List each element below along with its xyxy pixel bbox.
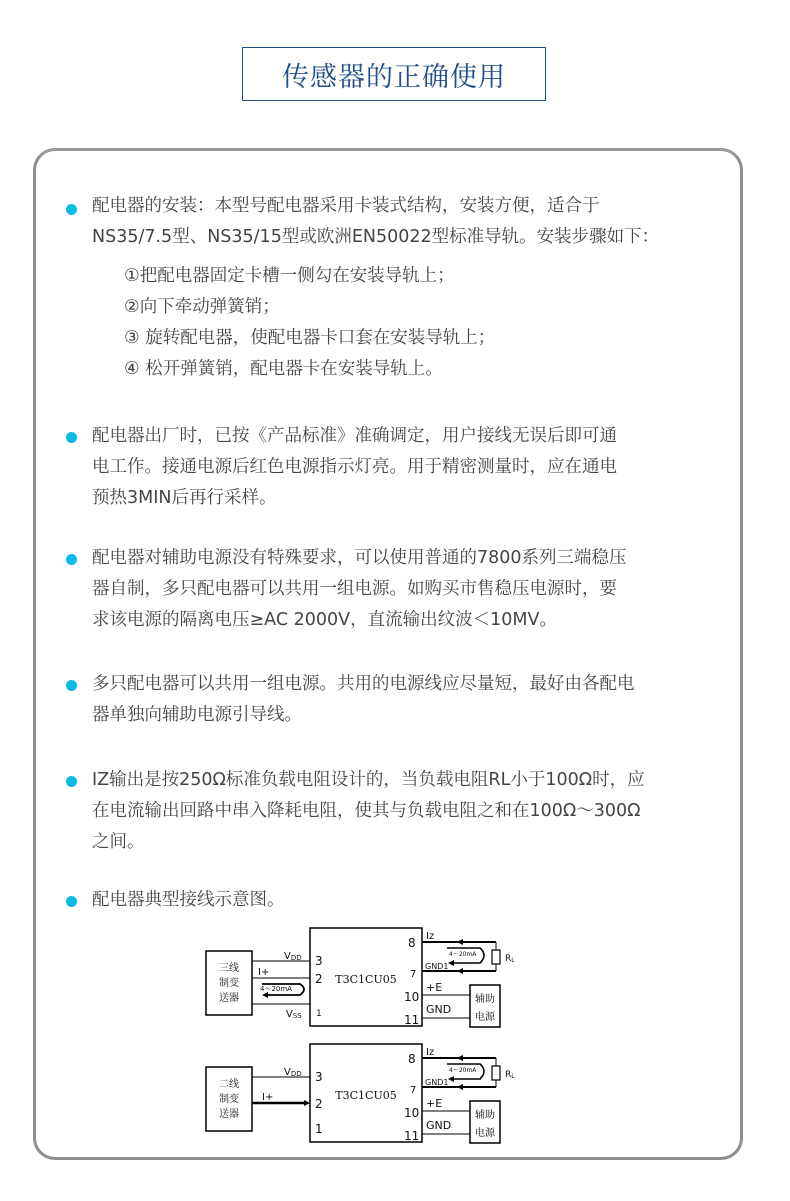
- item-text: [92, 765, 722, 858]
- aux-power-label: 电源: [475, 1128, 495, 1139]
- step-4: ④ 松开弹簧销，配电器卡在安装导轨上。: [124, 359, 443, 379]
- pin-7: 7: [410, 1085, 417, 1096]
- pin-1: 1: [316, 1009, 322, 1019]
- pin-11: 11: [404, 1129, 420, 1143]
- bullet-dot-icon: [66, 896, 77, 907]
- wiring-diagram-three-wire: [200, 923, 540, 1033]
- transmitter-label: 送器: [219, 993, 239, 1004]
- plus-e-label: +E: [426, 981, 443, 994]
- page-title: 传感器的正确使用: [282, 61, 506, 93]
- step-2: ②向下牵动弹簧销；: [124, 297, 280, 317]
- vdd-label: VDD: [284, 951, 302, 962]
- plus-e-label: +E: [426, 1097, 443, 1110]
- transmitter-label: 二线: [219, 1079, 239, 1090]
- loop-current-label: 4～20mA: [260, 985, 292, 993]
- rl-label: RL: [505, 954, 515, 964]
- pin-8: 8: [408, 1052, 416, 1066]
- text-line: 配电器出厂时，已按《产品标准》准确调定，用户接线无误后即可通: [92, 426, 617, 446]
- text-line: 之间。: [92, 832, 145, 852]
- bullet-dot-icon: [66, 554, 77, 565]
- pin-10: 10: [404, 990, 420, 1004]
- transmitter-label: 制变: [219, 978, 239, 989]
- load-resistor: [492, 1066, 500, 1080]
- text-line: NS35/7.5型、NS35/15型或欧洲EN50022型标准导轨。安装步骤如下：: [92, 227, 660, 247]
- aux-power-label: 辅助: [475, 994, 495, 1005]
- text-line: 预热3MIN后再行采样。: [92, 488, 277, 508]
- i-plus-label: I+: [258, 967, 270, 978]
- text-line: 电工作。接通电源后红色电源指示灯亮。用于精密测量时，应在通电: [92, 457, 617, 477]
- output-current-label: 4～20mA: [449, 951, 477, 958]
- vss-label: VSS: [286, 1009, 302, 1020]
- transmitter-label: 送器: [219, 1109, 239, 1120]
- aux-power-label: 辅助: [475, 1110, 495, 1121]
- step-3: ③ 旋转配电器，使配电器卡口套在安装导轨上；: [124, 328, 496, 348]
- pin-8: 8: [408, 936, 416, 950]
- iz-label: Iz: [426, 931, 435, 942]
- bullet-dot-icon: [66, 204, 77, 215]
- usage-card: [33, 148, 743, 1160]
- pin-3: 3: [315, 954, 323, 968]
- bullet-dot-icon: [66, 432, 77, 443]
- wiring-diagram-two-wire: [200, 1039, 540, 1149]
- item-text: [92, 421, 722, 514]
- item-text: [92, 885, 722, 916]
- text-line: 求该电源的隔离电压≥AC 2000V，直流输出纹波＜10MV。: [92, 610, 557, 630]
- text-line: 多只配电器可以共用一组电源。共用的电源线应尽量短，最好由各配电: [92, 674, 635, 694]
- page-title-box: [242, 47, 546, 101]
- load-resistor: [492, 950, 500, 964]
- gnd1-label: GND1: [425, 1078, 449, 1087]
- text-line: 器自制，多只配电器可以共用一组电源。如购买市售稳压电源时，要: [92, 579, 617, 599]
- pin-10: 10: [404, 1106, 420, 1120]
- pin-11: 11: [404, 1013, 420, 1027]
- bullet-dot-icon: [66, 776, 77, 787]
- text-line: 配电器典型接线示意图。: [92, 890, 285, 910]
- item-text: [92, 543, 722, 636]
- text-line: IZ输出是按250Ω标准负载电阻设计的，当负载电阻RL小于100Ω时，应: [92, 770, 645, 790]
- chip-label: T3C1CU05: [335, 1089, 397, 1102]
- pin-1: 1: [315, 1122, 323, 1136]
- gnd-label: GND: [426, 1119, 452, 1132]
- text-line: 器单独向辅助电源引导线。: [92, 705, 302, 725]
- text-line: 配电器对辅助电源没有特殊要求，可以使用普通的7800系列三端稳压: [92, 548, 627, 568]
- pin-3: 3: [315, 1070, 323, 1084]
- chip-label: T3C1CU05: [335, 973, 397, 986]
- iz-label: Iz: [426, 1047, 435, 1058]
- transmitter-label: 制变: [219, 1094, 239, 1105]
- pin-2: 2: [315, 972, 323, 986]
- transmitter-label: 三线: [219, 963, 239, 974]
- text-line: 配电器的安装：本型号配电器采用卡装式结构，安装方便，适合于: [92, 196, 600, 216]
- i-plus-label: I+: [262, 1092, 274, 1103]
- pin-7: 7: [410, 969, 417, 980]
- aux-power-label: 电源: [475, 1012, 495, 1023]
- output-current-label: 4～20mA: [449, 1067, 477, 1074]
- install-steps: [124, 261, 495, 385]
- bullet-dot-icon: [66, 680, 77, 691]
- pin-2: 2: [315, 1097, 323, 1111]
- step-1: ①把配电器固定卡槽一侧勾在安装导轨上；: [124, 266, 455, 286]
- item-text: [92, 669, 722, 731]
- text-line: 在电流输出回路中串入降耗电阻，使其与负载电阻之和在100Ω～300Ω: [92, 801, 641, 821]
- gnd1-label: GND1: [425, 962, 449, 971]
- gnd-label: GND: [426, 1003, 452, 1016]
- vdd-label: VDD: [284, 1067, 302, 1078]
- item-text: [92, 191, 722, 253]
- rl-label: RL: [505, 1070, 515, 1080]
